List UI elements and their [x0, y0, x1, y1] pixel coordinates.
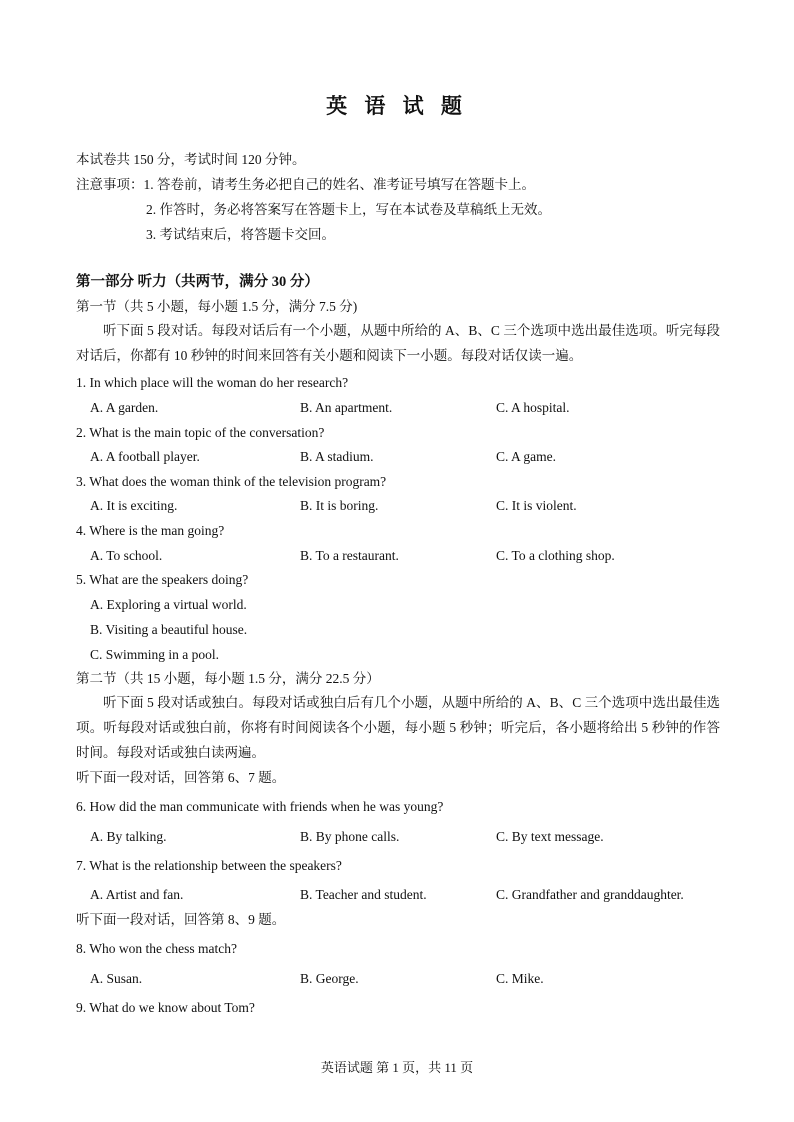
q1-option-b: B. An apartment. — [300, 400, 393, 415]
section-2-heading: 第二节（共 15 小题，每小题 1.5 分，满分 22.5 分） — [76, 671, 380, 686]
question-2: 2. What is the main topic of the conversation? — [76, 425, 325, 440]
notice-line-1: 注意事项：1. 答卷前，请考生务必把自己的姓名、准考证号填写在答题卡上。 — [76, 177, 535, 192]
part-heading: 第一部分 听力（共两节，满分 30 分） — [76, 274, 319, 290]
question-6: 6. How did the man communicate with friends when he was young? — [76, 799, 444, 814]
q8-option-b: B. George. — [300, 971, 359, 986]
section-1-directions: 听下面 5 段对话。每段对话后有一个小题，从题中所给的 A、B、C 三个选项中选出最佳选项。听完每段对话后，你都有 10 秒钟的时间来回答有关小题和阅读下一小题。每段对话仅读一遍。 — [76, 323, 720, 363]
q6-option-c: C. By text message. — [496, 829, 604, 844]
question-5: 5. What are the speakers doing? — [76, 572, 249, 587]
q3-option-a: A. It is exciting. — [90, 498, 178, 513]
q6-option-a: A. By talking. — [90, 829, 167, 844]
q7-option-c: C. Grandfather and granddaughter. — [496, 887, 684, 902]
q4-option-c: C. To a clothing shop. — [496, 548, 615, 563]
q1-option-a: A. A garden. — [90, 400, 159, 415]
section-2-directions: 听下面 5 段对话或独白。每段对话或独白后有几个小题，从题中所给的 A、B、C 三个选项中选出最佳选项。听每段对话或独白前，你将有时间阅读各个小题，每小题 5 秒钟；听完后，各小题将给出 5 秒钟的作答时间。每段对话或独白读两遍。 — [76, 695, 720, 760]
dialogue-instruction-2: 听下面一段对话，回答第 8、9 题。 — [76, 912, 286, 927]
notice-line-3: 3. 考试结束后，将答题卡交回。 — [146, 227, 335, 242]
exam-info: 本试卷共 150 分，考试时间 120 分钟。 — [76, 152, 306, 167]
q2-option-b: B. A stadium. — [300, 449, 374, 464]
notice-line-2: 2. 作答时，务必将答案写在答题卡上，写在本试卷及草稿纸上无效。 — [146, 202, 551, 217]
q2-option-a: A. A football player. — [90, 449, 200, 464]
q5-option-c: C. Swimming in a pool. — [90, 647, 220, 662]
page-footer: 英语试题 第 1 页，共 11 页 — [320, 1060, 474, 1075]
dialogue-instruction-1: 听下面一段对话，回答第 6、7 题。 — [76, 770, 286, 785]
section-1-heading: 第一节（共 5 小题，每小题 1.5 分，满分 7.5 分) — [76, 299, 358, 314]
question-7: 7. What is the relationship between the speakers? — [76, 858, 342, 873]
q4-option-a: A. To school. — [90, 548, 163, 563]
q6-option-b: B. By phone calls. — [300, 829, 400, 844]
q8-option-a: A. Susan. — [90, 971, 143, 986]
q3-option-c: C. It is violent. — [496, 498, 577, 513]
q8-option-c: C. Mike. — [496, 971, 544, 986]
exam-title: 英 语 试 题 — [326, 94, 468, 118]
question-9: 9. What do we know about Tom? — [76, 1000, 255, 1015]
question-8: 8. Who won the chess match? — [76, 941, 237, 956]
q5-option-b: B. Visiting a beautiful house. — [90, 622, 248, 637]
q7-option-b: B. Teacher and student. — [300, 887, 427, 902]
q1-option-c: C. A hospital. — [496, 400, 570, 415]
question-3: 3. What does the woman think of the television program? — [76, 474, 387, 489]
q2-option-c: C. A game. — [496, 449, 556, 464]
q3-option-b: B. It is boring. — [300, 498, 379, 513]
q5-option-a: A. Exploring a virtual world. — [90, 597, 247, 612]
question-1: 1. In which place will the woman do her research? — [76, 375, 349, 390]
q7-option-a: A. Artist and fan. — [90, 887, 184, 902]
question-4: 4. Where is the man going? — [76, 523, 225, 538]
q4-option-b: B. To a restaurant. — [300, 548, 399, 563]
